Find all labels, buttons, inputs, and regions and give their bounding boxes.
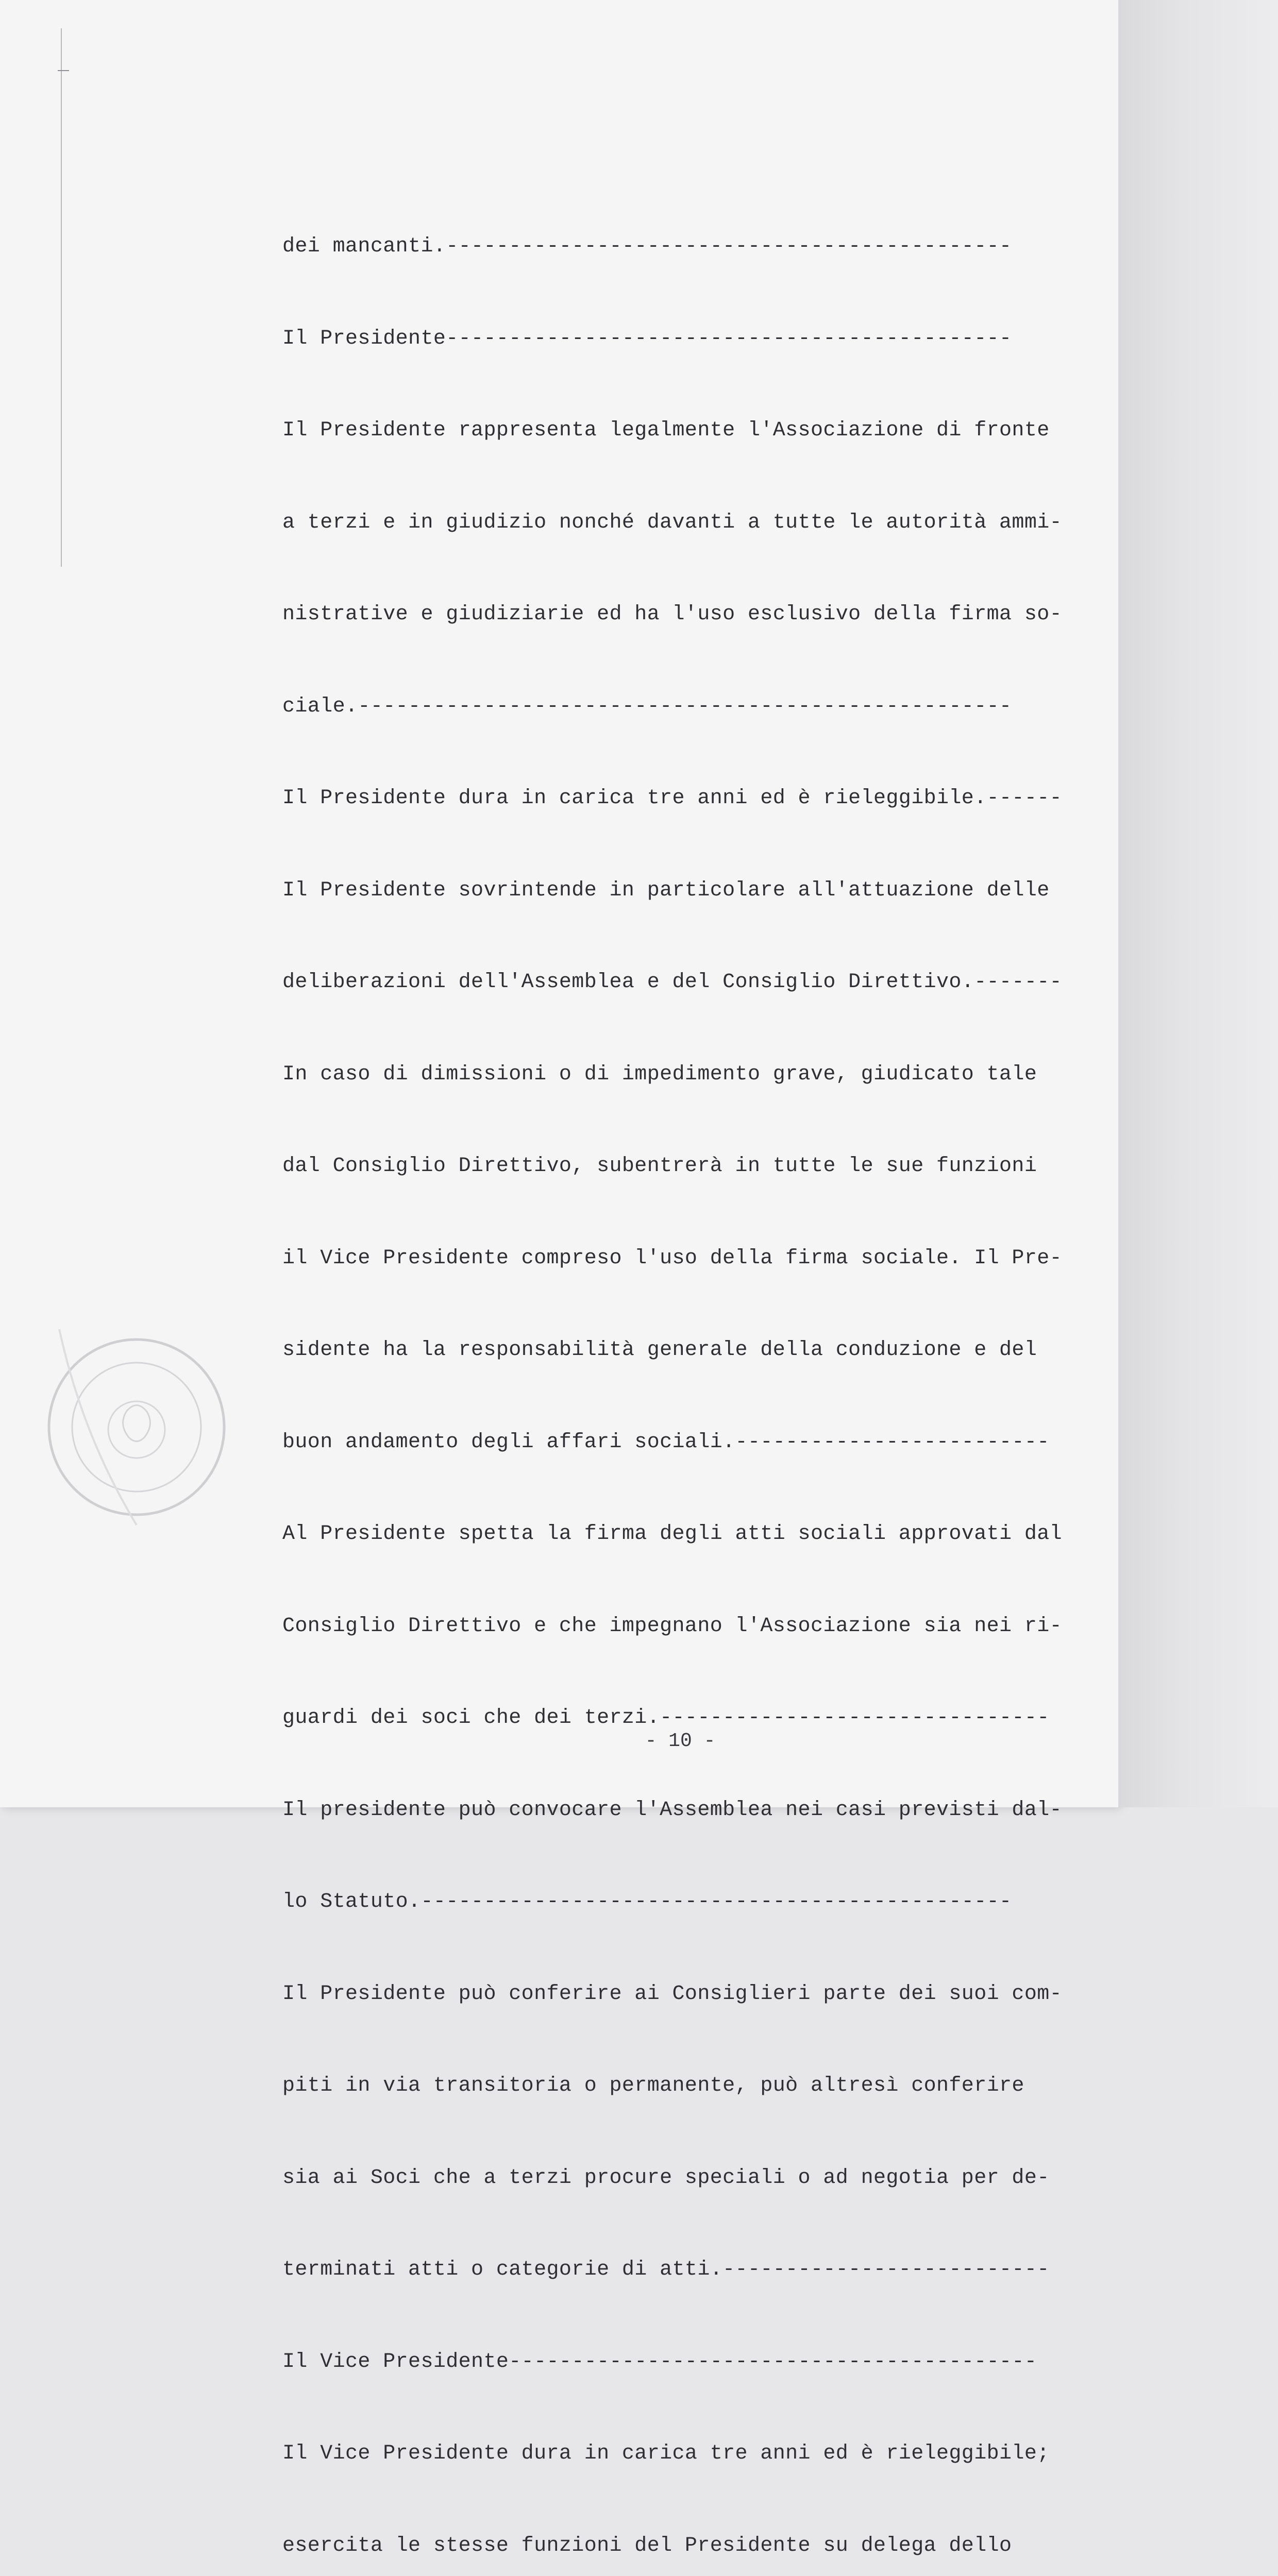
text-line: dei mancanti.--------------------------------------------- (282, 235, 1012, 258)
text-line: dal Consiglio Direttivo, subentrerà in tutte le sue funzioni (282, 1155, 1037, 1178)
text-line: il Vice Presidente compreso l'uso della firma sociale. Il Pre- (282, 1246, 1063, 1270)
scan-background (1118, 0, 1278, 1807)
text-line: esercita le stesse funzioni del Presidente su delega dello (282, 2534, 1012, 2557)
page-number: - 10 - (645, 1730, 716, 1752)
text-line: Il presidente può convocare l'Assemblea nei casi previsti dal- (282, 1798, 1063, 1822)
text-line: ciale.---------------------------------------------------- (282, 694, 1012, 718)
text-line: Il Presidente sovrintende in particolare all'attuazione delle (282, 878, 1050, 902)
text-line: terminati atti o categorie di atti.-------------------------- (282, 2258, 1050, 2281)
text-line: piti in via transitoria o permanente, può altresì conferire (282, 2074, 1024, 2097)
text-line: lo Statuto.----------------------------------------------- (282, 1890, 1012, 1913)
text-line: Al Presidente spetta la firma degli atti sociali approvati dal (282, 1522, 1063, 1546)
faded-stamp-seal (28, 1319, 245, 1535)
text-line: sia ai Soci che a terzi procure speciali o ad negotia per de- (282, 2166, 1050, 2190)
text-line: Consiglio Direttivo e che impegnano l'Associazione sia nei ri- (282, 1614, 1063, 1638)
text-line: Il Presidente rappresenta legalmente l'Associazione di fronte (282, 419, 1050, 442)
margin-rule (61, 28, 62, 567)
text-line: Il Vice Presidente dura in carica tre anni ed è rieleggibile; (282, 2442, 1050, 2465)
text-line: Il Presidente può conferire ai Consiglieri parte dei suoi com- (282, 1982, 1063, 2006)
section-heading-presidente: Il Presidente--------------------------------------------- (282, 327, 1012, 350)
text-line: sidente ha la responsabilità generale della conduzione e del (282, 1338, 1037, 1362)
text-line: nistrative e giudiziarie ed ha l'uso esclusivo della firma so- (282, 603, 1063, 626)
section-heading-vice-presidente: Il Vice Presidente------------------------------------------ (282, 2350, 1037, 2374)
text-line: deliberazioni dell'Assemblea e del Consiglio Direttivo.------- (282, 971, 1063, 994)
document-body-text (282, 170, 1112, 2576)
text-line: guardi dei soci che dei terzi.------------------------------- (282, 1706, 1050, 1730)
margin-tick (58, 70, 69, 71)
text-line: In caso di dimissioni o di impedimento grave, giudicato tale (282, 1062, 1037, 1086)
text-line: Il Presidente dura in carica tre anni ed è rieleggibile.------ (282, 787, 1063, 810)
text-line: a terzi e in giudizio nonché davanti a tutte le autorità ammi- (282, 511, 1063, 534)
text-line: buon andamento degli affari sociali.------------------------- (282, 1430, 1050, 1454)
